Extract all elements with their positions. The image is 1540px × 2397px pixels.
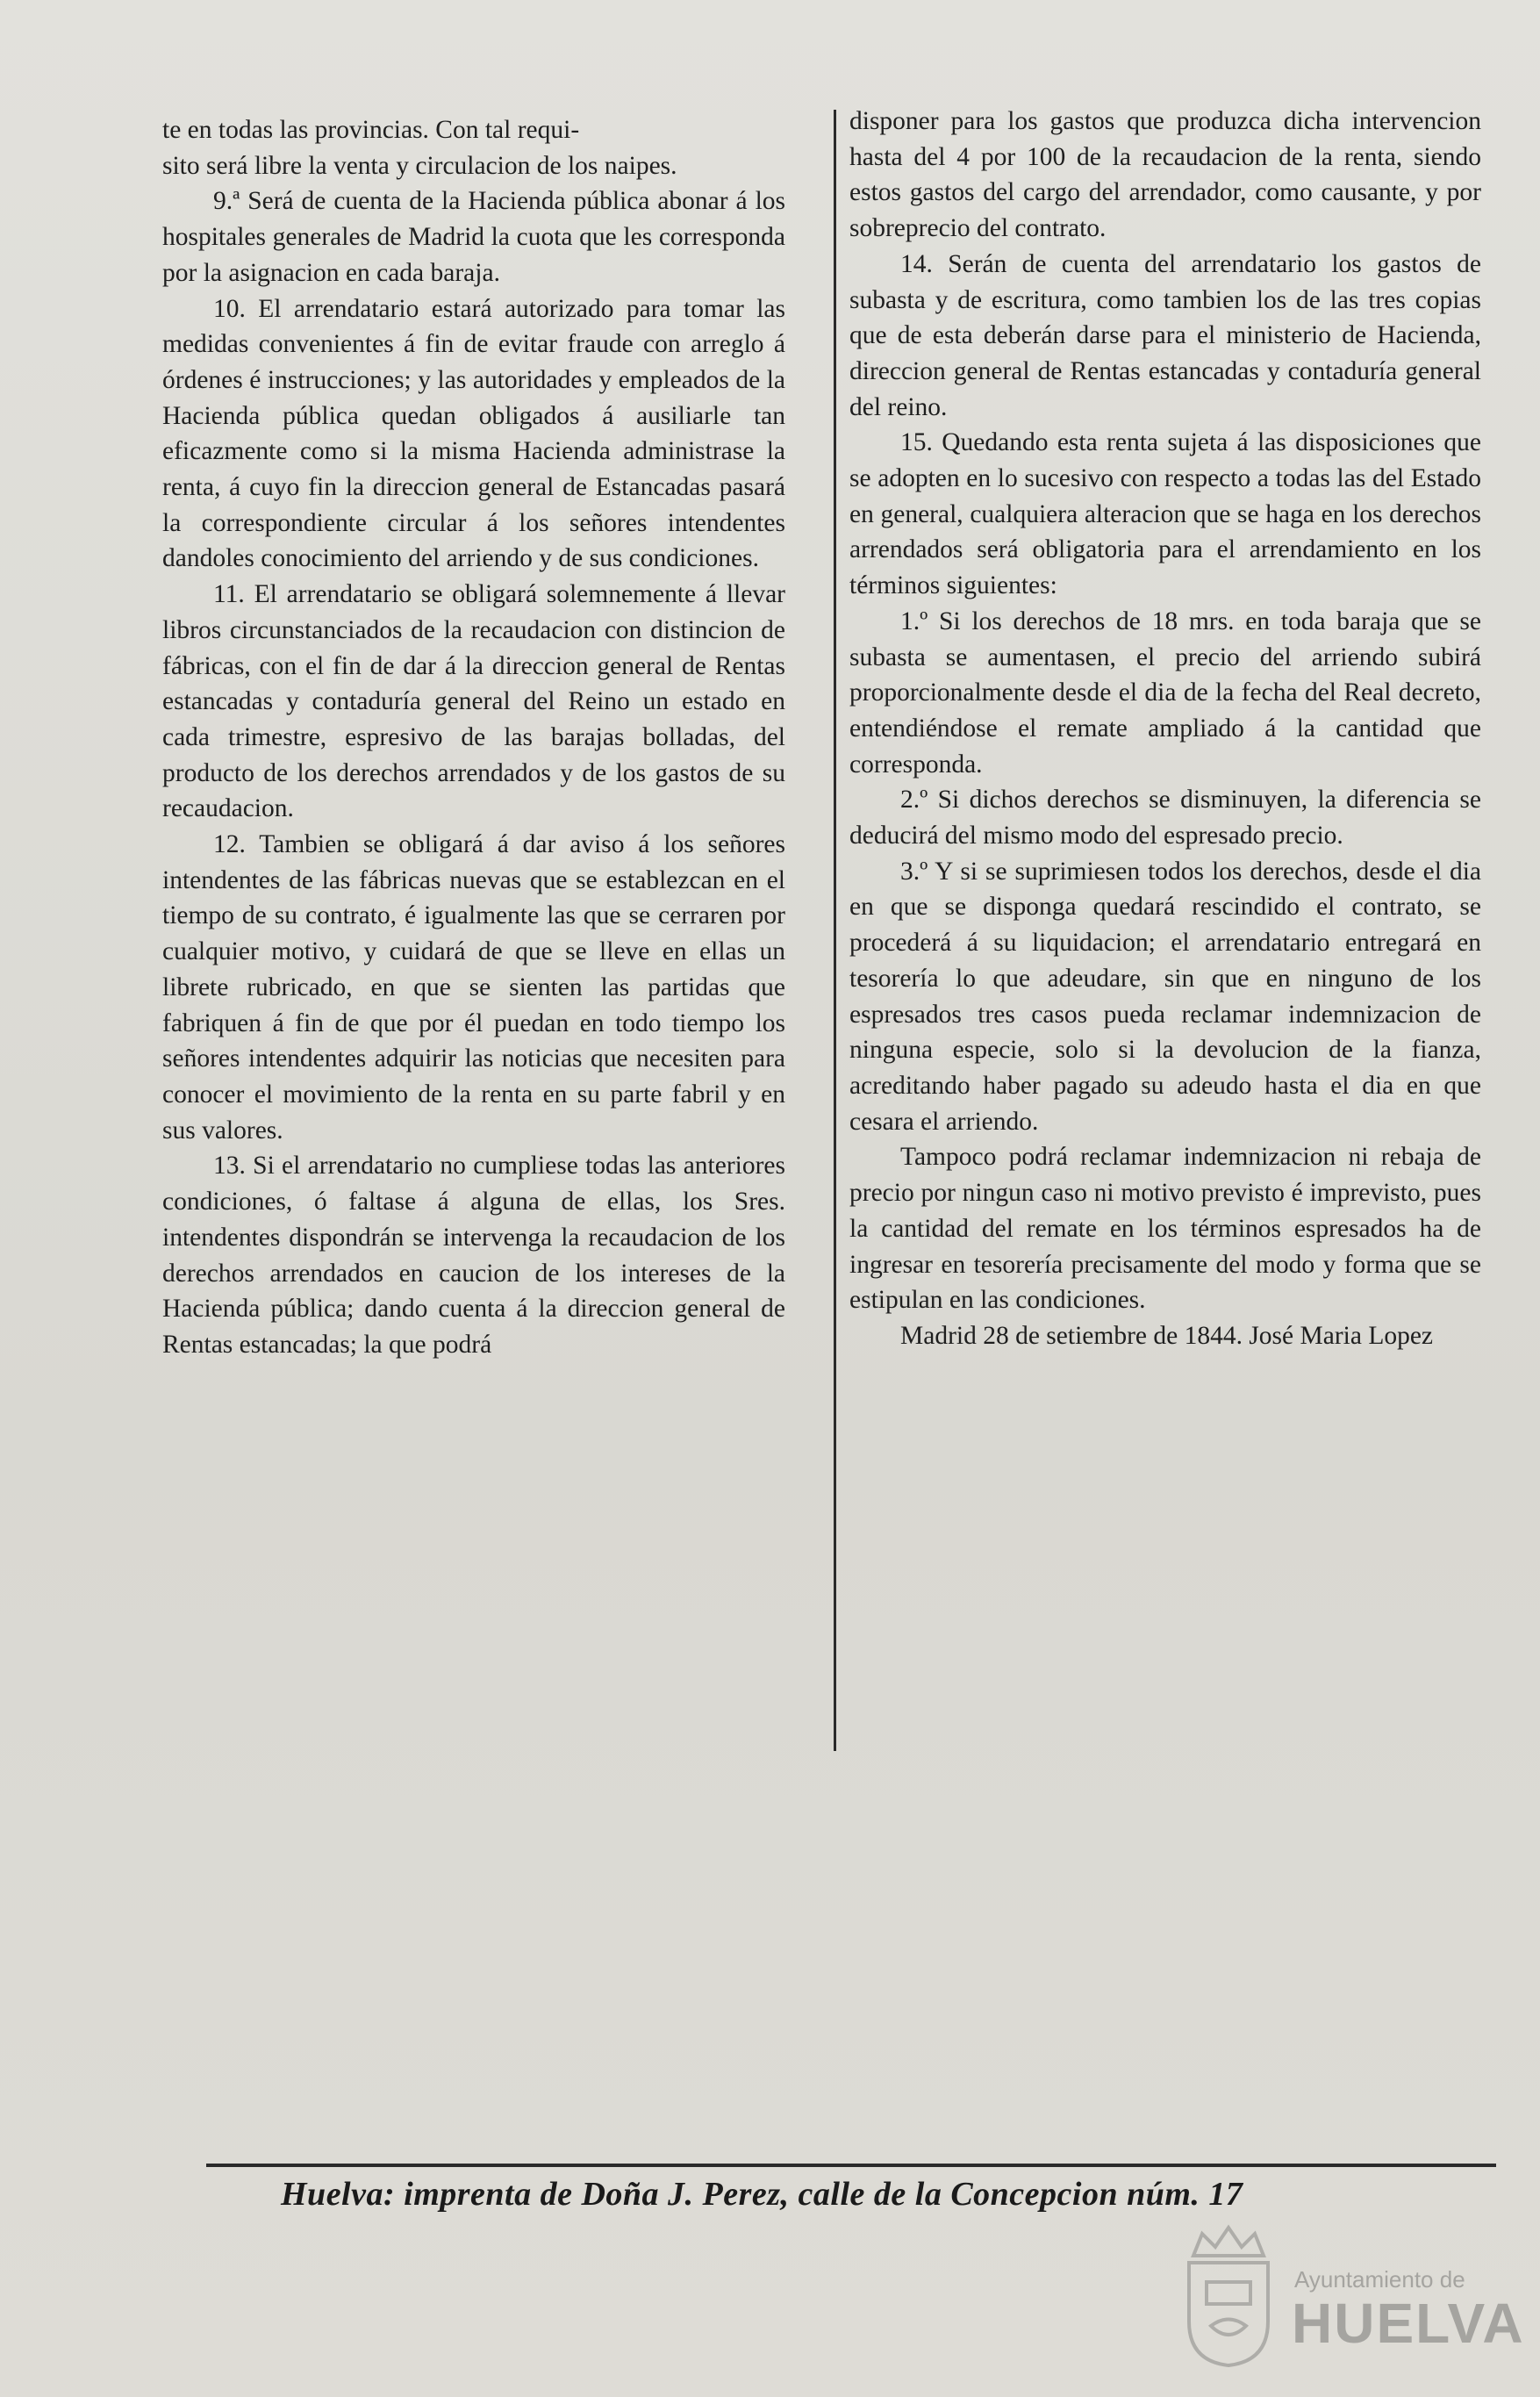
- paragraph: 15. Quedando esta renta sujeta á las disposiciones que se adopten en lo sucesivo con respecto a todas las del Estado en general, cualquiera alteracion que se haga en los derechos arrendados será obligatoria para el arrendamiento en los términos siguientes:: [849, 428, 1481, 600]
- paragraph: 10. El arrendatario estará autorizado para tomar las medidas convenientes á fin de evitar fraude con arreglo á órdenes é instrucciones; y las autoridades y empleados de la Hacienda pública quedan obligados á ausiliarle tan eficazmente como si la misma Hacienda administrase la renta, á cuyo fin la direccion general de Estancadas pasará la correspondiente circular á los señores intendentes dandoles conocimiento del arriendo y de sus condiciones.: [162, 294, 785, 573]
- city-crest-icon: [1176, 2221, 1281, 2370]
- paragraph: 9.ª Será de cuenta de la Hacienda pública abonar á los hospitales generales de Madrid la cuota que les corresponda por la asignacion en cada baraja.: [162, 187, 785, 287]
- paragraph: 1.º Si los derechos de 18 mrs. en toda baraja que se subasta se aumentasen, el precio del arriendo subirá proporcionalmente desde el dia de la fecha del Real decreto, entendiéndose el remate ampliado á la cantidad que corresponda.: [849, 606, 1481, 779]
- left-column: [162, 112, 785, 1363]
- paragraph: 11. El arrendatario se obligará solemnemente á llevar libros circunstanciados de la recaudacion con distincion de fábricas, con el fin de dar á la direccion general de Rentas estancadas y contaduría general del Reino un estado en cada trimestre, espresivo de las barajas bolladas, del producto de los derechos arrendados y de los gastos de su recaudacion.: [162, 580, 785, 823]
- paragraph: 3.º Y si se suprimiesen todos los derechos, desde el dia en que se disponga quedará rescindido el contrato, se procederá á su liquidacion; el arrendatario entregará en tesorería lo que adeudare, sin que en ninguno de los espresados tres casos pueda reclamar indemnizacion de ninguna especie, solo si la devolucion de la fianza, acreditando haber pagado su adeudo hasta el dia en que cesara el arriendo.: [849, 857, 1481, 1136]
- column-divider: [834, 110, 836, 1751]
- paragraph: 14. Serán de cuenta del arrendatario los gastos de subasta y de escritura, como tambien los de las tres copias que de esta deberán darse para el ministerio de Hacienda, direccion general de Rentas estancadas y contaduría general del reino.: [849, 249, 1481, 421]
- printer-imprint: Huelva: imprenta de Doña J. Perez, calle de la Concepcion núm. 17: [281, 2176, 1243, 2213]
- watermark-small-text: Ayuntamiento de: [1294, 2266, 1465, 2293]
- paragraph: Tampoco podrá reclamar indemnizacion ni rebaja de precio por ningun caso ni motivo previsto é imprevisto, pues la cantidad del remate en los términos espresados ha de ingresar en tesorería precisamente del modo y forma que se estipulan en las condiciones.: [849, 1143, 1481, 1315]
- archive-watermark: [1176, 2221, 1525, 2374]
- paragraph: 13. Si el arrendatario no cumpliese todas las anteriores condiciones, ó faltase á alguna de ellas, los Sres. intendentes dispondrán se intervenga la recaudacion de los derechos arrendados en caucion de los intereses de la Hacienda pública; dando cuenta á la direccion general de Rentas estancadas; la que podrá: [162, 1152, 785, 1359]
- paragraph: disponer para los gastos que produzca dicha intervencion hasta del 4 por 100 de la recaudacion de la renta, siendo estos gastos del cargo del arrendador, como causante, y por sobreprecio del contrato.: [849, 107, 1481, 243]
- paragraph: 2.º Si dichos derechos se disminuyen, la diferencia se deducirá del mismo modo del espresado precio.: [849, 786, 1481, 850]
- signature-line: Madrid 28 de setiembre de 1844. José Maria Lopez: [900, 1321, 1434, 1350]
- paragraph: sito será libre la venta y circulacion de los naipes.: [162, 151, 677, 180]
- paragraph: 12. Tambien se obligará á dar aviso á los señores intendentes de las fábricas nuevas que se establezcan en el tiempo de su contrato, é igualmente las que se cerraren por cualquier motivo, y cuidará de que se lleve en ellas un librete rubricado, en que se sienten las partidas que fabriquen á fin de que por él puedan en todo tiempo los señores intendentes adquirir las noticias que necesiten para conocer el movimiento de la renta en su parte fabril y en sus valores.: [162, 830, 785, 1145]
- watermark-large-text: HUELVA: [1292, 2292, 1525, 2355]
- paragraph: te en todas las provincias. Con tal requi-: [162, 116, 580, 144]
- right-column: [849, 104, 1481, 1354]
- footer-rule: [206, 2164, 1496, 2167]
